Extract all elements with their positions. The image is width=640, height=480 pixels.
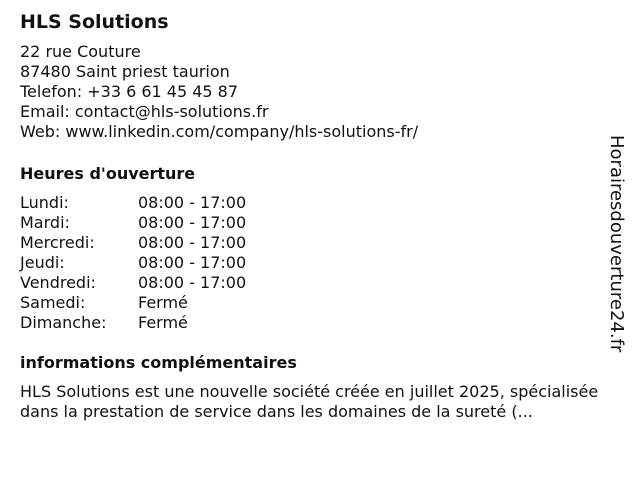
hours-row-thursday	[20, 253, 612, 273]
opening-hours-heading: Heures d'ouverture	[20, 164, 196, 183]
address-street: 22 rue Couture	[20, 42, 141, 61]
company-name: HLS Solutions	[20, 11, 169, 33]
site-watermark: Horairesdouverture24.fr	[606, 135, 627, 353]
hours-day: Mercredi:	[20, 233, 95, 252]
phone-number: Telefon: +33 6 61 45 45 87	[20, 82, 239, 101]
opening-hours-section	[20, 164, 612, 333]
additional-info-section	[20, 353, 612, 422]
contact-block	[20, 42, 612, 142]
hours-row-saturday	[20, 293, 612, 313]
hours-time: Fermé	[138, 313, 188, 332]
hours-time: 08:00 - 17:00	[138, 213, 247, 232]
hours-time: Fermé	[138, 293, 188, 312]
hours-day: Mardi:	[20, 213, 70, 232]
hours-time: 08:00 - 17:00	[138, 233, 247, 252]
website-url: Web: www.linkedin.com/company/hls-solutions-fr/	[20, 122, 419, 141]
hours-time: 08:00 - 17:00	[138, 253, 247, 272]
hours-time: 08:00 - 17:00	[138, 193, 247, 212]
hours-day: Vendredi:	[20, 273, 96, 292]
additional-info-heading: informations complémentaires	[20, 353, 297, 372]
hours-row-tuesday	[20, 213, 612, 233]
address-city: 87480 Saint priest taurion	[20, 62, 230, 81]
hours-row-friday	[20, 273, 612, 293]
hours-row-wednesday	[20, 233, 612, 253]
hours-day: Lundi:	[20, 193, 69, 212]
hours-row-monday	[20, 193, 612, 213]
hours-time: 08:00 - 17:00	[138, 273, 247, 292]
additional-info-text: HLS Solutions est une nouvelle société créée en juillet 2025, spécialisée dans la prestation de service dans les domaines de la sureté (...	[20, 382, 599, 421]
hours-day: Jeudi:	[20, 253, 65, 272]
email-address: Email: contact@hls-solutions.fr	[20, 102, 269, 121]
hours-row-sunday	[20, 313, 612, 333]
business-card	[20, 10, 612, 422]
hours-day: Dimanche:	[20, 313, 107, 332]
hours-day: Samedi:	[20, 293, 86, 312]
